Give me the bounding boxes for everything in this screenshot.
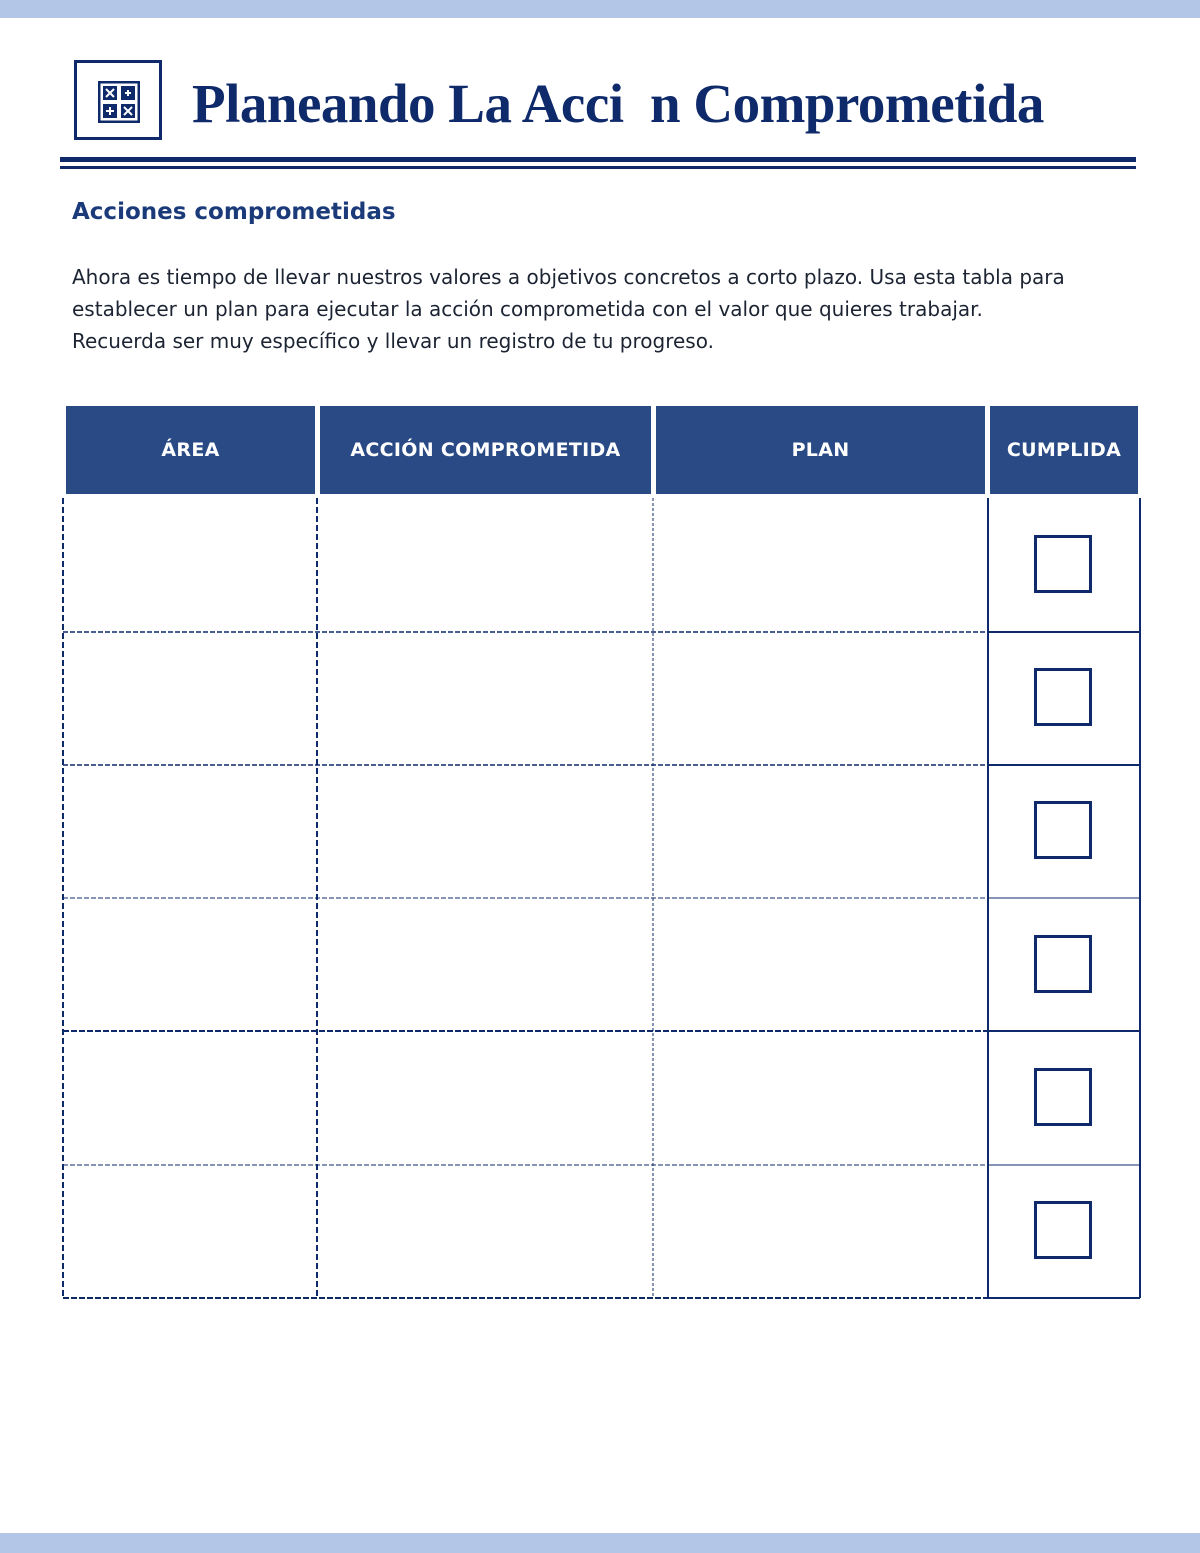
cumplida-checkbox[interactable]: [1034, 1201, 1092, 1259]
bottom-decorative-band: [0, 1533, 1200, 1553]
intro-line: Recuerda ser muy específico y llevar un registro de tu progreso.: [72, 329, 714, 353]
cumplida-checkbox[interactable]: [1034, 935, 1092, 993]
intro-line: Ahora es tiempo de llevar nuestros valores a objetivos concretos a corto plazo. Usa esta tabla para: [72, 265, 1065, 289]
column-header-plan: PLAN: [656, 406, 985, 494]
intro-line: establecer un plan para ejecutar la acción comprometida con el valor que quieres trabajar.: [72, 297, 983, 321]
column-header-cumplida: CUMPLIDA: [990, 406, 1138, 494]
column-header-area: ÁREA: [66, 406, 315, 494]
cumplida-checkbox[interactable]: [1034, 801, 1092, 859]
cumplida-checkbox[interactable]: [1034, 1068, 1092, 1126]
page-title: Planeando La Acci n Comprometida: [192, 73, 1044, 134]
section-heading: Acciones comprometidas: [72, 199, 396, 225]
cumplida-checkbox[interactable]: [1034, 535, 1092, 593]
cumplida-checkbox[interactable]: [1034, 668, 1092, 726]
column-header-accion: ACCIÓN COMPROMETIDA: [320, 406, 651, 494]
